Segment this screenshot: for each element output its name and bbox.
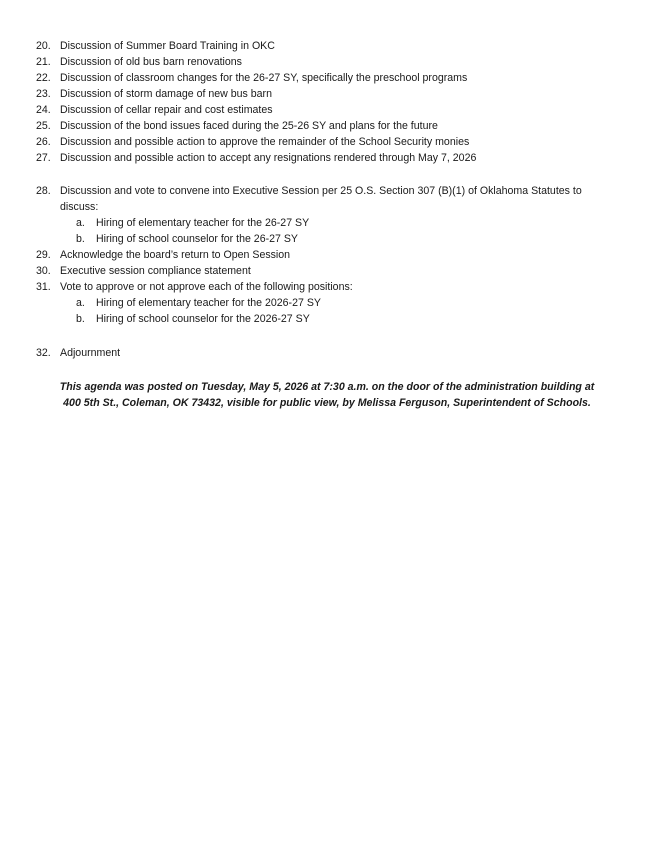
agenda-subitem-31a xyxy=(76,295,321,311)
item-text: Executive session compliance statement xyxy=(60,265,251,277)
subitem-text: Hiring of elementary teacher for the 26-27 SY xyxy=(96,217,310,229)
subitem-text: Hiring of school counselor for the 26-27 SY xyxy=(96,233,298,245)
agenda-subitem-31b xyxy=(76,311,310,327)
item-text: Discussion of old bus barn renovations xyxy=(60,56,242,68)
item-text: Discussion and possible action to approve the remainder of the School Security monies xyxy=(60,136,470,148)
subitem-letter: b. xyxy=(76,233,85,245)
agenda-item-25 xyxy=(36,118,438,134)
item-number: 31. xyxy=(36,281,51,293)
posting-notice xyxy=(40,379,614,411)
item-text: Discussion of classroom changes for the 26-27 SY, specifically the preschool programs xyxy=(60,72,468,84)
agenda-item-29 xyxy=(36,247,290,263)
item-number: 23. xyxy=(36,88,51,100)
subitem-letter: a. xyxy=(76,217,85,229)
agenda-item-24 xyxy=(36,102,273,118)
agenda-item-28-continuation xyxy=(36,199,98,215)
subitem-letter: a. xyxy=(76,297,85,309)
item-text: Discussion and vote to convene into Executive Session per 25 O.S. Section 307 (B)(1) of Oklahoma Statutes to xyxy=(60,185,582,197)
agenda-item-22 xyxy=(36,70,467,86)
item-number: 29. xyxy=(36,249,51,261)
agenda-item-31 xyxy=(36,279,353,295)
item-text: Acknowledge the board’s return to Open Session xyxy=(60,249,291,261)
item-number: 24. xyxy=(36,104,51,116)
item-text: Discussion of storm damage of new bus barn xyxy=(60,88,272,100)
item-number: 30. xyxy=(36,265,51,277)
subitem-text: Hiring of elementary teacher for the 2026-27 SY xyxy=(96,297,321,309)
item-text: discuss: xyxy=(60,201,99,213)
item-number: 25. xyxy=(36,120,51,132)
item-number: 27. xyxy=(36,152,51,164)
agenda-item-28 xyxy=(36,183,582,199)
posting-notice-line: 400 5th St., Coleman, OK 73432, visible for public view, by Melissa Ferguson, Superintendent of Schools. xyxy=(63,397,591,409)
posting-notice-line: This agenda was posted on Tuesday, May 5, 2026 at 7:30 a.m. on the door of the administration building at xyxy=(59,381,595,393)
item-text: Discussion and possible action to accept any resignations rendered through May 7, 2026 xyxy=(60,152,477,164)
item-text: Discussion of Summer Board Training in OKC xyxy=(60,40,275,52)
agenda-item-26 xyxy=(36,134,469,150)
item-number: 26. xyxy=(36,136,51,148)
agenda-subitem-28a xyxy=(76,215,309,231)
agenda-subitem-28b xyxy=(76,231,298,247)
item-number: 28. xyxy=(36,185,51,197)
item-text: Vote to approve or not approve each of the following positions: xyxy=(60,281,353,293)
item-text: Adjournment xyxy=(60,347,121,359)
item-number: 22. xyxy=(36,72,51,84)
agenda-item-32 xyxy=(36,345,120,361)
item-number: 32. xyxy=(36,347,51,359)
agenda-item-30 xyxy=(36,263,251,279)
item-text: Discussion of cellar repair and cost estimates xyxy=(60,104,273,116)
agenda-item-21 xyxy=(36,54,242,70)
agenda-item-20 xyxy=(36,38,275,54)
item-number: 20. xyxy=(36,40,51,52)
agenda-item-23 xyxy=(36,86,272,102)
item-text: Discussion of the bond issues faced during the 25-26 SY and plans for the future xyxy=(60,120,438,132)
subitem-letter: b. xyxy=(76,313,85,325)
agenda-item-27 xyxy=(36,150,476,166)
subitem-text: Hiring of school counselor for the 2026-27 SY xyxy=(96,313,310,325)
item-number: 21. xyxy=(36,56,51,68)
